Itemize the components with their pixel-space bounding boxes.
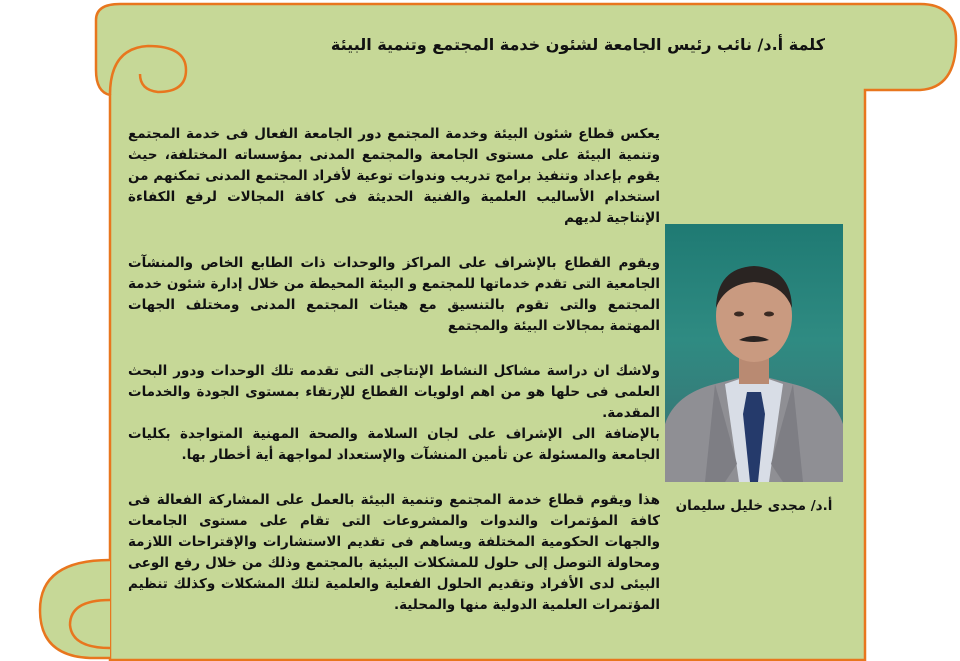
paragraph-3: ولاشك ان دراسة مشاكل النشاط الإنتاجى التى تقدمه تلك الوحدات ودور البحث العلمى فى حلها هو من اهم اولويات القطاع للإرتقاء بمستوى الجودة والخدمات المقدمة. بالإضافة الى الإشراف على لجان السلامة والصحة المهنية المتواجدة بكليات الجامعة والمسئولة عن تأمين المنشآت والإستعداد لمواجهة أية أخطار بها.	[128, 363, 660, 463]
photo-caption: أ.د/ مجدى خليل سليمان	[675, 498, 833, 514]
paragraph-2: ويقوم القطاع بالإشراف على المراكز والوحدات ذات الطابع الخاص والمنشآت الجامعية التى تقدم خدماتها للمجتمع و البيئة المحيطة من خلال إدارة شئون خدمة المجتمع والتى تقوم بالتنسيق مع هيئات المجتمع المدنى ومختلف الجهات المهتمة بمجالات البيئة والمجتمع	[128, 255, 660, 334]
portrait-photo	[665, 224, 843, 482]
paragraph-4: هذا ويقوم قطاع خدمة المجتمع وتنمية البيئة بالعمل على المشاركة الفعالة فى كافة المؤتمرات والندوات والمشروعات التى تقام على مستوى الجامعات والجهات الحكومية المختلفة ويساهم فى تقديم الاستشارات والإقتراحات اللازمة ومحاولة التوصل إلى حلول للمشكلات البيئية بالمجتمع وذلك من خلال رفع الوعى البيئى لدى الأفراد وتقديم الحلول الفعلية والعلمية لتلك المشكلات وكذلك تنظيم المؤتمرات العلمية الدولية منها والمحلية.	[128, 492, 660, 613]
body-text	[128, 124, 660, 634]
page-title: كلمة أ.د/ نائب رئيس الجامعة لشئون خدمة المجتمع وتنمية البيئة	[330, 35, 825, 54]
paragraph-1: يعكس قطاع شئون البيئة وخدمة المجتمع دور الجامعة الفعال فى خدمة المجتمع وتنمية البيئة على مستوى الجامعة والمجتمع المدنى بمؤسساته المختلفة، حيث يقوم بإعداد وتنفيذ برامج تدريب وندوات توعية لأفراد المجتمع المدنى تمكنهم من استخدام الأساليب العلمية والفنية الحديثة فى كافة المجالات لرفع الكفاءة الإنتاجية لديهم	[128, 126, 660, 226]
person-portrait-icon	[665, 224, 843, 482]
